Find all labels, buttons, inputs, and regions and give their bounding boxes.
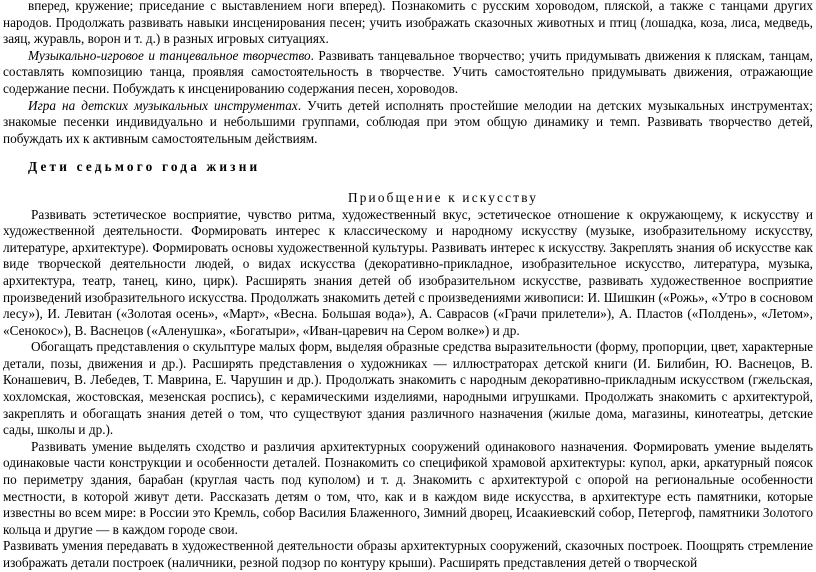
- paragraph-continuation: вперед, кружение; приседание с выставлением ноги вперед). Познакомить с русским хороводом, пляской, а также с танцами других народов. Продолжать развивать навыки инсценирования песен; учить изображать сказочных животных и птиц (лошадка, коза, лиса, медведь, заяц, журавль, ворон и т. д.) в разных игровых ситуациях.: [3, 0, 813, 47]
- paragraph-instruments-text: . Учить детей исполнять простейшие мелодии на детских музыкальных инструментах; знакомые песенки индивидуально и небольшими группами, соблюдая при этом общую динамику и темп. Развивать творчество детей, побуждать их к активным самостоятельным действиям.: [3, 97, 813, 146]
- section-heading: Дети седьмого года жизни: [28, 159, 261, 175]
- sub-heading: Приобщение к искусству: [347, 189, 539, 205]
- paragraph-dance-text: . Развивать танцевальное творчество; учить придумывать движения к пляскам, танцам, составлять композицию танца, проявляя самостоятельность в творчестве. Учить самостоятельно придумывать движения, отражающие содержание песни. Побуждать к инсценированию содержания песен, хороводов.: [3, 47, 813, 96]
- paragraph-aesthetic: Развивать эстетическое восприятие, чувство ритма, художественный вкус, эстетическое отношение к окружающему, к искусству и художественной деятельности. Формировать интерес к классическому и народному искусству (музыке, изобразительному искусству, литературе, архитектуре). Формировать основы художественной культуры. Развивать интерес к искусству. Закреплять знания об искусстве как виде творческой деятельности людей, о видах искусства (декоративно-прикладное, изобразительное искусство, литература, музыка, архитектура, театр, танец, кино, цирк). Расширять знания детей об изобразительном искусстве, развивать художественное восприятие произведений изобразительного искусства. Продолжать знакомить детей с произведениями живописи: И. Шишкин («Рожь», «Утро в сосновом лесу»), И. Левитан («Золотая осень», «Март», «Весна. Большая вода»), А. Саврасов («Грачи прилетели»), А. Пластов («Полдень», «Летом», «Сенокос»), В. Васнецов («Аленушка», «Богатыри», «Иван-царевич на Сером волке») и др.: [3, 206, 813, 338]
- document-page: [3, 0, 813, 572]
- paragraph-architecture: Развивать умение выделять сходство и различия архитектурных сооружений одинакового назначения. Формировать умение выделять одинаковые части конструкции и особенности деталей. Познакомить со спецификой храмовой архитектуры: купол, арки, аркатурный поясок по периметру здания, барабан (круглая часть под куполом) и т. д. Знакомить с архитектурой с опорой на региональные особенности местности, в которой живут дети. Рассказать детям о том, что, как и в каждом виде искусства, в архитектуре есть памятники, которые известны во всем мире: в России это Кремль, собор Василия Блаженного, Зимний дворец, Исаакиевский собор, Петергоф, памятники Золотого кольца и другие — в каждом городе свои.: [3, 438, 813, 537]
- paragraph-instruments: [3, 98, 813, 148]
- paragraph-instruments-title: Игра на детских музыкальных инструментах: [28, 97, 298, 113]
- paragraph-sculpture: Обогащать представления о скульптуре малых форм, выделяя образные средства выразительности (форму, пропорции, цвет, характерные детали, позы, движения и др.). Расширять представления о художниках — иллюстраторах детской книги (И. Билибин, Ю. Васнецов, В. Конашевич, В. Лебедев, Т. Маврина, Е. Чарушин и др.). Продолжать знакомить с народным декоративно-прикладным искусством (гжельская, хохломская, жостовская, мезенская роспись), с керамическими изделиями, народными игрушками. Продолжать знакомить с архитектурой, закреплять и обогащать знания детей о том, что существуют здания различного назначения (жилые дома, магазины, кинотеатры, детские сады, школы и др.).: [3, 339, 813, 438]
- paragraph-dance-title: Музыкально-игровое и танцевальное творчество: [28, 47, 311, 63]
- paragraph-last: Развивать умения передавать в художественной деятельности образы архитектурных сооружений, сказочных построек. Поощрять стремление изображать детали построек (наличники, резной подзор по контуру крыши). Расширять представления детей о творческой: [3, 538, 813, 570]
- paragraph-dance-creativity: [3, 48, 813, 98]
